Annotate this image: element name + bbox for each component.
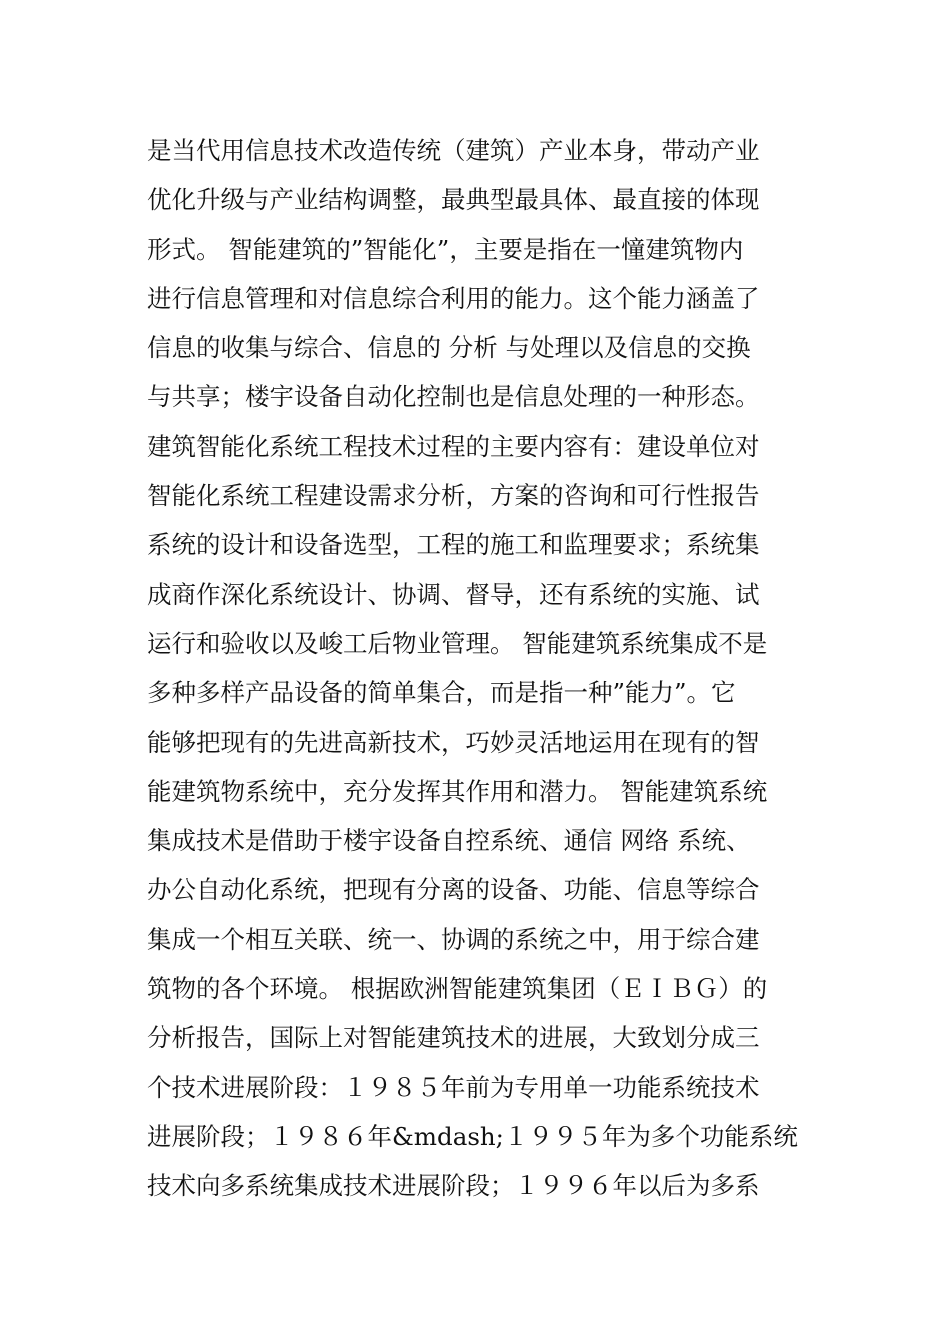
text-line: 信息的收集与综合、信息的 分析 与处理以及信息的交换 xyxy=(147,333,751,363)
text-line: 技术向多系统集成技术进展阶段；１９９６年以后为多系 xyxy=(147,1171,760,1201)
text-line: 建筑智能化系统工程技术过程的主要内容有：建设单位对 xyxy=(147,431,760,461)
text-line: 优化升级与产业结构调整，最典型最具体、最直接的体现 xyxy=(147,185,760,215)
text-line: 系统的设计和设备选型，工程的施工和监理要求；系统集 xyxy=(147,530,760,560)
body-text xyxy=(147,126,817,1211)
text-line: 进展阶段；１９８６年&mdash;１９９５年为多个功能系统 xyxy=(147,1121,798,1151)
text-line: 成商作深化系统设计、协调、督导，还有系统的实施、试 xyxy=(147,579,760,609)
text-line: 是当代用信息技术改造传统（建筑）产业本身，带动产业 xyxy=(147,136,760,165)
text-line: 办公自动化系统，把现有分离的设备、功能、信息等综合 xyxy=(147,875,760,905)
text-line: 能够把现有的先进高新技术，巧妙灵活地运用在现有的智 xyxy=(147,727,760,757)
text-line: 集成技术是借助于楼宇设备自控系统、通信 网络 系统、 xyxy=(147,826,751,856)
text-line: 能建筑物系统中，充分发挥其作用和潜力。 智能建筑系统 xyxy=(147,776,768,806)
text-line: 多种多样产品设备的简单集合，而是指一种”能力”。它 xyxy=(147,678,736,708)
text-line: 智能化系统工程建设需求分析，方案的咨询和可行性报告 xyxy=(147,481,760,511)
text-line: 形式。 智能建筑的”智能化”，主要是指在一憧建筑物内 xyxy=(147,234,744,264)
text-line: 筑物的各个环境。 根据欧洲智能建筑集团（ＥＩＢＧ）的 xyxy=(147,974,768,1004)
text-line: 进行信息管理和对信息综合利用的能力。这个能力涵盖了 xyxy=(147,283,760,313)
text-line: 个技术进展阶段：１９８５年前为专用单一功能系统技术 xyxy=(147,1072,760,1102)
text-line: 分析报告，国际上对智能建筑技术的进展，大致划分成三 xyxy=(147,1023,760,1053)
text-line: 与共享；楼宇设备自动化控制也是信息处理的一种形态。 xyxy=(147,382,760,412)
text-line: 运行和验收以及峻工后物业管理。 智能建筑系统集成不是 xyxy=(147,628,768,658)
text-line: 集成一个相互关联、统一、协调的系统之中，用于综合建 xyxy=(147,924,760,954)
